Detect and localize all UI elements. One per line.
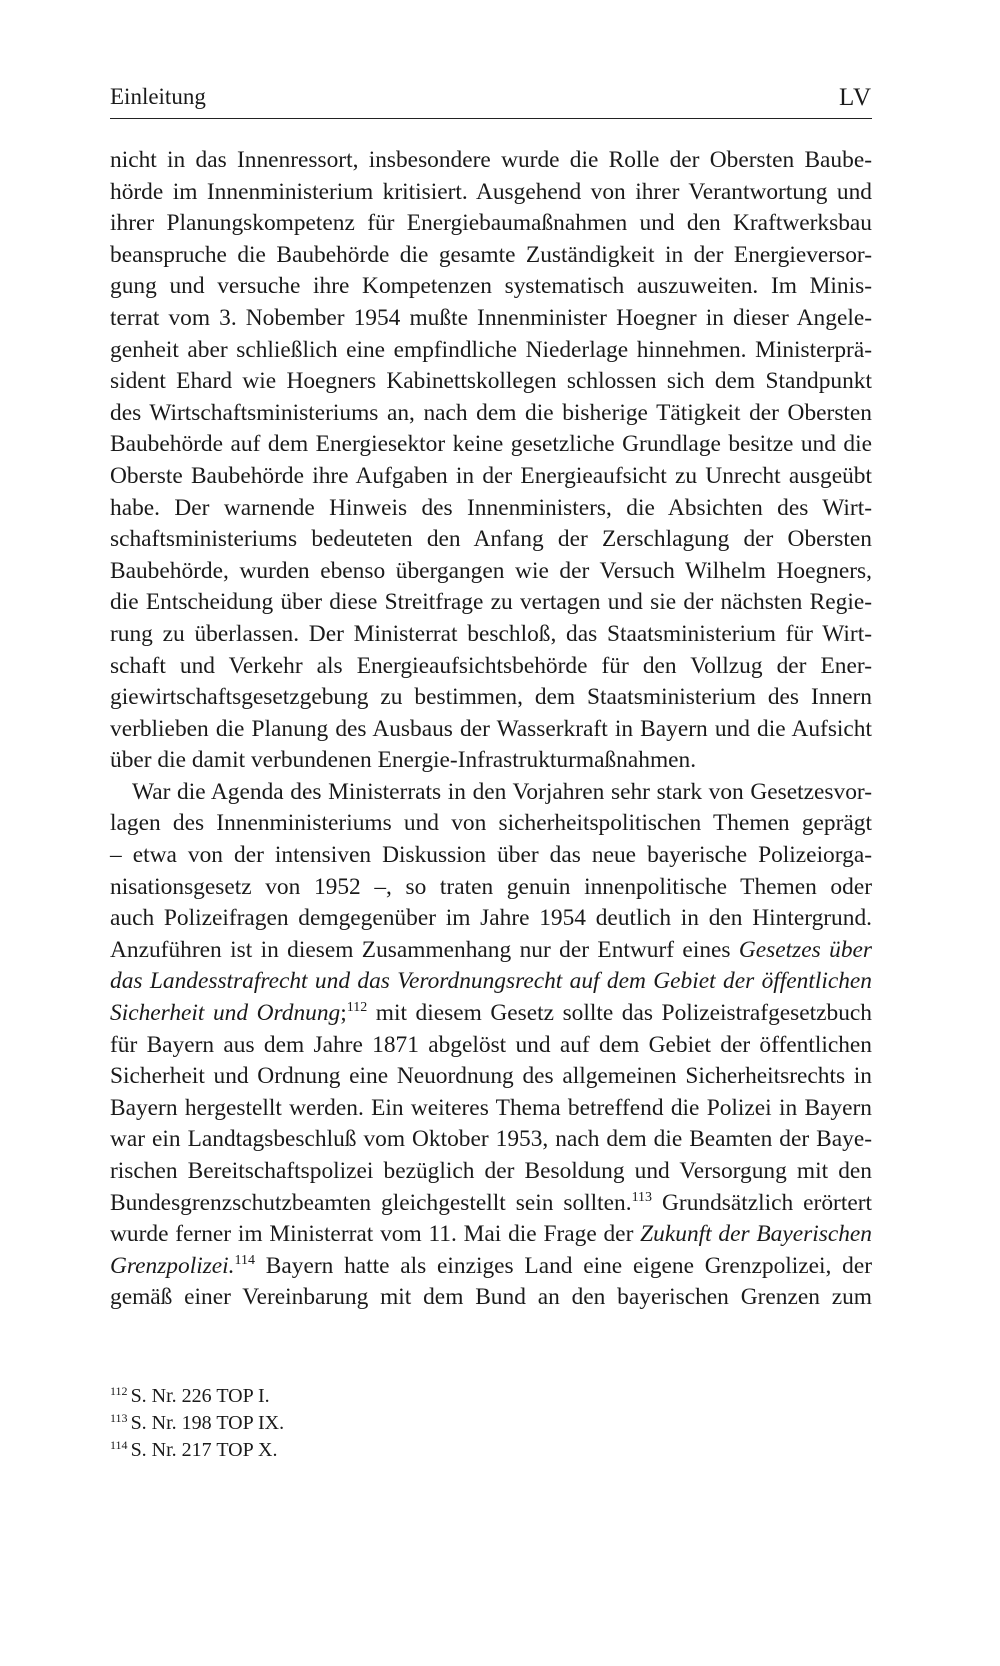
footnote-marker: 114 — [234, 1252, 256, 1268]
text-segment: habe. Der warnende Hinweis des Innenministers, die Absichten des Wirt- — [110, 494, 872, 521]
text-line — [110, 177, 872, 209]
text-line — [110, 966, 872, 998]
text-segment: Bundesgrenzschutzbeamten gleichgestellt sein sollten. — [110, 1189, 632, 1216]
text-segment: giewirtschaftsgesetzgebung zu bestimmen, dem Staatsministerium des Innern — [110, 684, 872, 711]
text-segment: Sicherheit und Ordnung eine Neuordnung des allgemeinen Sicherheitsrechts in — [110, 1063, 872, 1090]
text-segment: gemäß einer Vereinbarung mit dem Bund an den bayerischen Grenzen zum — [110, 1284, 872, 1311]
text-segment: Anzuführen ist in diesem Zusammenhang nur der Entwurf eines — [110, 936, 739, 963]
text-segment: mit diesem Gesetz sollte das Polizeistrafgesetzbuch — [367, 1000, 872, 1027]
text-line — [110, 303, 872, 335]
text-line — [110, 429, 872, 461]
italic-title: Gesetzes über — [738, 936, 872, 963]
text-line — [110, 524, 872, 556]
text-segment: Bayern hatte als einziges Land eine eigene Grenzpolizei, der — [255, 1252, 872, 1279]
footnote — [110, 1437, 872, 1464]
paragraph — [110, 145, 872, 777]
text-line — [110, 1219, 872, 1251]
text-line — [110, 872, 872, 904]
text-segment: – etwa von der intensiven Diskussion über das neue bayerische Polizeiorga- — [110, 842, 872, 869]
text-line — [110, 903, 872, 935]
text-line — [110, 1251, 872, 1283]
footnote-number: 114 — [110, 1438, 128, 1452]
footnote-text: S. Nr. 198 TOP IX. — [130, 1412, 285, 1434]
text-line — [110, 366, 872, 398]
text-line — [110, 1282, 872, 1314]
text-line — [110, 714, 872, 746]
text-segment: Bayern hergestellt werden. Ein weiteres Thema betreffend die Polizei in Bayern — [110, 1094, 872, 1121]
text-segment: für Bayern aus dem Jahre 1871 abgelöst und auf dem Gebiet der öffentlichen — [110, 1031, 872, 1058]
footnote-number: 112 — [110, 1384, 128, 1398]
text-line — [110, 682, 872, 714]
text-segment: Baubehörde, wurden ebenso übergangen wie der Versuch Wilhelm Hoegners, — [110, 557, 872, 584]
text-segment: Oberste Baubehörde ihre Aufgaben in der Energieaufsicht zu Unrecht ausgeübt — [110, 462, 872, 489]
footnotes — [110, 1383, 872, 1464]
text-line — [110, 808, 872, 840]
text-line — [110, 1030, 872, 1062]
text-segment: auch Polizeifragen demgegenüber im Jahre 1954 deutlich in den Hintergrund. — [110, 905, 872, 932]
text-line — [110, 208, 872, 240]
text-line — [110, 745, 872, 777]
text-segment: verblieben die Planung des Ausbaus der Wasserkraft in Bayern und die Aufsicht — [110, 715, 872, 742]
text-line — [110, 1156, 872, 1188]
page-number: LV — [838, 84, 872, 111]
text-segment: Grundsätzlich erörtert — [652, 1189, 873, 1216]
text-segment: hörde im Innenministerium kritisiert. Ausgehend von ihrer Verantwortung und — [110, 178, 872, 205]
running-header — [110, 82, 872, 119]
text-line — [110, 998, 872, 1030]
text-segment: nisationsgesetz von 1952 –, so traten genuin innenpolitische Themen oder — [110, 873, 872, 900]
text-segment: lagen des Innenministeriums und von sicherheitspolitischen Themen geprägt — [110, 810, 872, 837]
text-segment: ihrer Planungskompetenz für Energiebaumaßnahmen und den Kraftwerksbau — [110, 210, 872, 237]
footnote — [110, 1410, 872, 1437]
footnote-number: 113 — [110, 1411, 128, 1425]
footnote-marker: 112 — [346, 1000, 368, 1016]
italic-title: Grenzpolizei. — [110, 1252, 235, 1279]
text-segment: wurde ferner im Ministerrat vom 11. Mai die Frage der — [110, 1221, 641, 1248]
text-segment: beanspruche die Baubehörde die gesamte Zuständigkeit in der Energieversor- — [110, 241, 872, 268]
section-title: Einleitung — [110, 84, 206, 109]
text-line — [110, 493, 872, 525]
text-segment: ; — [340, 1000, 347, 1027]
text-line — [110, 935, 872, 967]
text-segment: die Entscheidung über diese Streitfrage zu vertagen und sie der nächsten Regie- — [110, 589, 872, 616]
text-line — [110, 398, 872, 430]
text-segment: sident Ehard wie Hoegners Kabinettskollegen schlossen sich dem Standpunkt — [110, 368, 872, 395]
text-segment: schaft und Verkehr als Energieaufsichtsbehörde für den Vollzug der Ener- — [110, 652, 872, 679]
text-segment: des Wirtschaftsministeriums an, nach dem die bisherige Tätigkeit der Obersten — [110, 399, 872, 426]
italic-title: Zukunft der Bayerischen — [640, 1221, 872, 1248]
paragraph — [110, 777, 872, 1314]
text-line — [110, 461, 872, 493]
text-segment: war ein Landtagsbeschluß vom Oktober 1953, nach dem die Beamten der Baye- — [110, 1126, 872, 1153]
text-segment: rischen Bereitschaftspolizei bezüglich der Besoldung und Versorgung mit den — [110, 1158, 872, 1184]
text-line — [110, 1093, 872, 1125]
text-line — [110, 651, 872, 683]
text-line — [110, 840, 872, 872]
text-segment: schaftsministeriums bedeuteten den Anfang der Zerschlagung der Obersten — [110, 526, 872, 553]
italic-title: Sicherheit und Ordnung — [110, 1000, 341, 1027]
text-line — [110, 271, 872, 303]
footnote — [110, 1383, 872, 1410]
main-text — [110, 145, 872, 1314]
text-line — [110, 619, 872, 651]
text-segment: nicht in das Innenressort, insbesondere wurde die Rolle der Obersten Baube- — [110, 147, 872, 173]
text-line — [110, 556, 872, 588]
footnote-marker: 113 — [631, 1189, 653, 1205]
footnote-text: S. Nr. 226 TOP I. — [130, 1385, 270, 1407]
text-line — [110, 587, 872, 619]
text-line — [110, 777, 872, 809]
text-segment: terrat vom 3. Nobember 1954 mußte Innenminister Hoegner in dieser Angele- — [110, 304, 872, 331]
text-segment: gung und versuche ihre Kompetenzen systematisch auszuweiten. Im Minis- — [110, 273, 872, 300]
footnote-text: S. Nr. 217 TOP X. — [130, 1439, 278, 1461]
text-line — [110, 240, 872, 272]
text-line — [110, 145, 872, 177]
text-segment: über die damit verbundenen Energie-Infrastrukturmaßnahmen. — [110, 747, 697, 774]
text-line — [110, 1124, 872, 1156]
text-segment: War die Agenda des Ministerrats in den Vorjahren sehr stark von Gesetzesvor- — [132, 778, 872, 805]
text-line — [110, 335, 872, 367]
italic-title: das Landesstrafrecht und das Verordnungsrecht auf dem Gebiet der öffentlichen — [110, 968, 872, 995]
text-segment: Baubehörde auf dem Energiesektor keine gesetzliche Grundlage besitze und die — [110, 431, 872, 458]
text-segment: rung zu überlassen. Der Ministerrat beschloß, das Staatsministerium für Wirt- — [110, 620, 872, 647]
text-segment: genheit aber schließlich eine empfindliche Niederlage hinnehmen. Ministerprä- — [110, 336, 872, 363]
text-line — [110, 1188, 872, 1220]
text-line — [110, 1061, 872, 1093]
